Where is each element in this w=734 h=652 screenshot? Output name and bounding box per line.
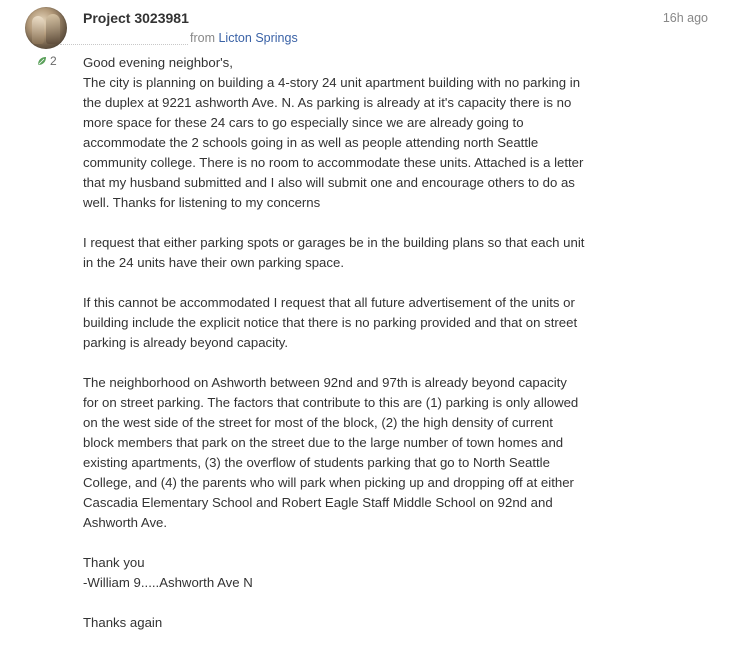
- body-text-line: Thank you: [83, 555, 145, 570]
- body-text-line: The city is planning on building a 4-story 24 unit apartment building with no parking in: [83, 75, 581, 90]
- body-text-line: If this cannot be accommodated I request that all future advertisement of the units or: [83, 295, 575, 310]
- body-text-line: College, and (4) the parents who will park when picking up and dropping off at either: [83, 475, 574, 490]
- thanks-badge[interactable]: [37, 54, 57, 68]
- body-text-line: in the 24 units have their own parking space.: [83, 255, 344, 270]
- body-text-line: Good evening neighbor's,: [83, 55, 233, 70]
- neighborhood-line: [190, 31, 298, 45]
- paragraph-gap: [83, 593, 643, 613]
- body-text-line: for on street parking. The factors that contribute to this are (1) parking is only allowed: [83, 395, 579, 410]
- avatar-figure: [46, 14, 60, 44]
- body-text-line: community college. There is no room to accommodate these units. Attached is a letter: [83, 155, 584, 170]
- body-text-line: -William 9.....Ashworth Ave N: [83, 575, 253, 590]
- avatar-figure: [32, 16, 44, 44]
- body-text-line: more space for these 24 cars to go especially since we are already going to: [83, 115, 524, 130]
- body-text-line: Cascadia Elementary School and Robert Eagle Staff Middle School on 92nd and: [83, 495, 553, 510]
- body-text-line: parking is already beyond capacity.: [83, 335, 289, 350]
- body-text-line: Ashworth Ave.: [83, 515, 168, 530]
- paragraph-gap: [83, 533, 643, 553]
- divider: [60, 44, 188, 45]
- paragraph-gap: [83, 353, 643, 373]
- body-text-line: that my husband submitted and I also will submit one and encourage others to do as: [83, 175, 575, 190]
- body-text-line: well. Thanks for listening to my concerns: [83, 195, 321, 210]
- body-text-line: building include the explicit notice that there is no parking provided and that on street: [83, 315, 578, 330]
- post-body: [83, 53, 643, 633]
- paragraph-gap: [83, 213, 643, 233]
- author-name[interactable]: Project 3023981: [83, 10, 189, 26]
- author-avatar[interactable]: [25, 7, 67, 49]
- body-text-line: The neighborhood on Ashworth between 92nd and 97th is already beyond capacity: [83, 375, 567, 390]
- leaf-icon: [37, 56, 47, 66]
- body-text-line: Thanks again: [83, 615, 163, 630]
- body-text-line: accommodate the 2 schools going in as well as people attending north Seattle: [83, 135, 539, 150]
- paragraph-gap: [83, 273, 643, 293]
- body-text-line: existing apartments, (3) the overflow of students parking that go to North Seattle: [83, 455, 550, 470]
- post-timestamp[interactable]: 16h ago: [662, 11, 708, 25]
- thanks-count: 2: [50, 54, 57, 68]
- body-text-line: I request that either parking spots or garages be in the building plans so that each unit: [83, 235, 585, 250]
- body-text-line: on the west side of the street for most of the block, (2) the high density of current: [83, 415, 553, 430]
- body-text-line: block members that park on the street due to the large number of town homes and: [83, 435, 564, 450]
- neighborhood-prefix: from: [190, 31, 215, 45]
- neighborhood-link[interactable]: Licton Springs: [218, 31, 298, 45]
- body-text-line: the duplex at 9221 ashworth Ave. N. As parking is already at it's capacity there is no: [83, 95, 572, 110]
